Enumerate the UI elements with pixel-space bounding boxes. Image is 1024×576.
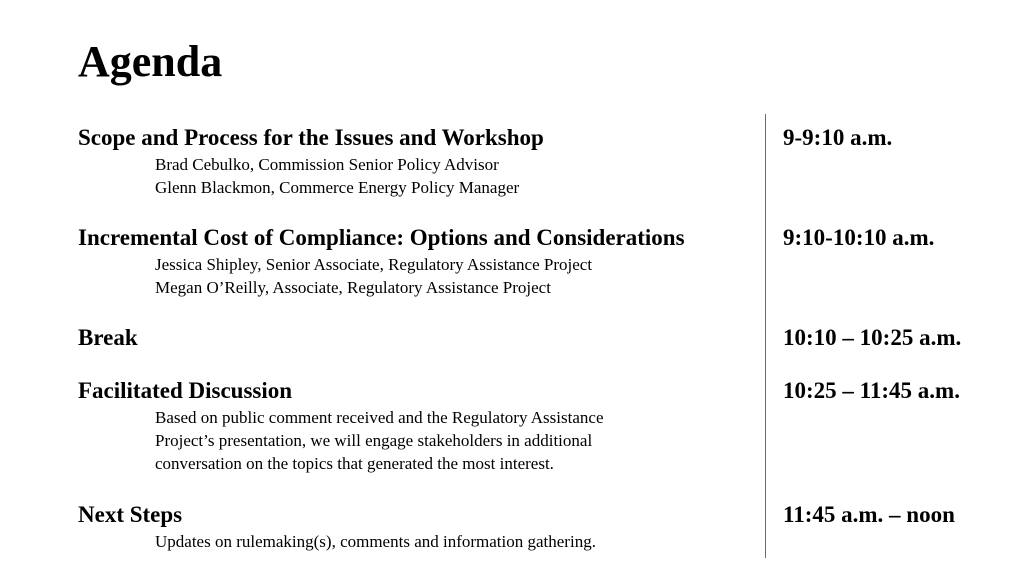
column-divider (765, 114, 766, 558)
agenda-item-details (155, 530, 596, 553)
agenda-item-time: 10:25 – 11:45 a.m. (783, 378, 960, 403)
agenda-item-title: Incremental Cost of Compliance: Options and Considerations (78, 225, 685, 250)
agenda-item-detail-line: conversation on the topics that generated the most interest. (155, 454, 554, 473)
agenda-item-time: 10:10 – 10:25 a.m. (783, 325, 962, 350)
agenda-item-detail-line: Megan O’Reilly, Associate, Regulatory Assistance Project (155, 278, 551, 297)
agenda-item-detail-line: Brad Cebulko, Commission Senior Policy Advisor (155, 155, 499, 174)
agenda-item-detail-line: Updates on rulemaking(s), comments and information gathering. (155, 532, 596, 551)
agenda-item-title: Next Steps (78, 502, 183, 527)
agenda-item-details (155, 253, 592, 299)
page-title: Agenda (78, 37, 223, 86)
agenda-item-detail-line: Glenn Blackmon, Commerce Energy Policy Manager (155, 178, 520, 197)
agenda-item-detail-line: Project’s presentation, we will engage stakeholders in additional (155, 431, 593, 450)
agenda-item-details (155, 406, 603, 475)
agenda-item-time: 9-9:10 a.m. (783, 125, 893, 150)
agenda-item-time: 11:45 a.m. – noon (783, 502, 955, 527)
agenda-item-title: Break (78, 325, 138, 350)
agenda-item-title: Facilitated Discussion (78, 378, 293, 403)
agenda-item-time: 9:10-10:10 a.m. (783, 225, 935, 250)
agenda-item-title: Scope and Process for the Issues and Workshop (78, 125, 544, 150)
agenda-item-detail-line: Jessica Shipley, Senior Associate, Regulatory Assistance Project (155, 255, 593, 274)
agenda-item-details (155, 153, 519, 199)
agenda-item-detail-line: Based on public comment received and the Regulatory Assistance (155, 408, 604, 427)
